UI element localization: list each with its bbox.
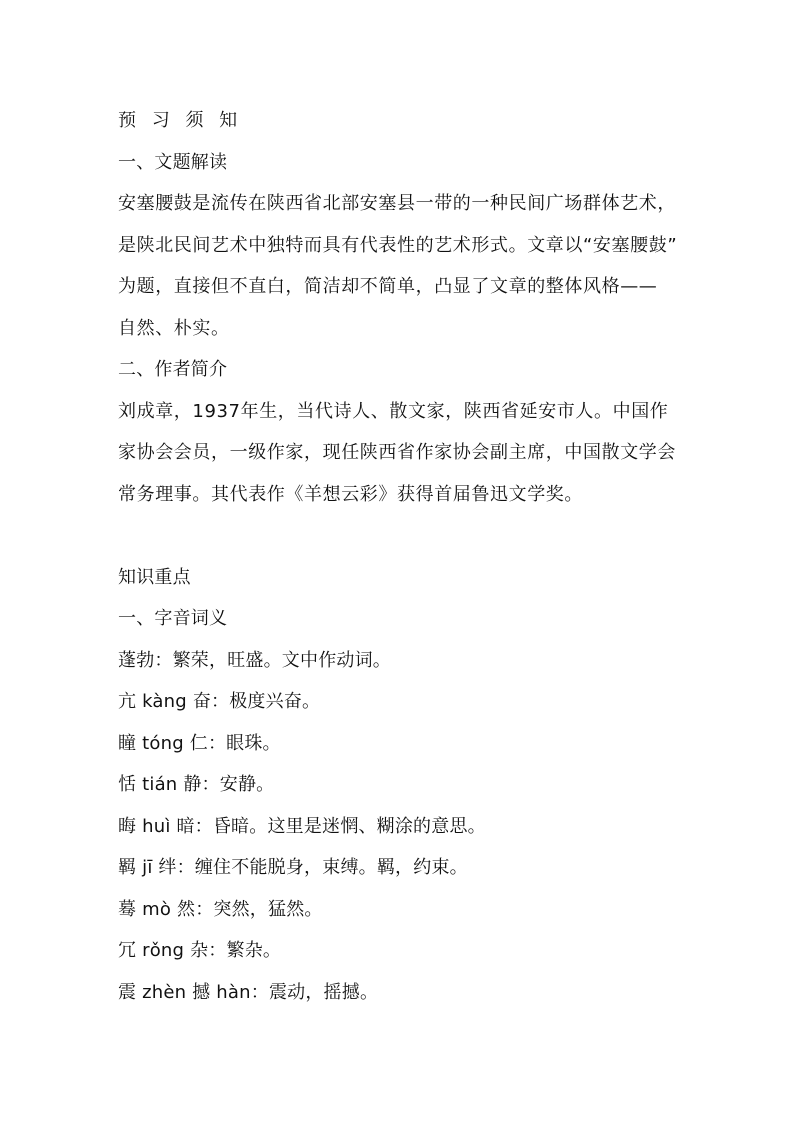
vocab-item: 亢 kàng 奋：极度兴奋。 bbox=[118, 691, 321, 712]
title-interpretation-paragraph bbox=[118, 183, 688, 349]
paragraph-line: 自然、朴实。 bbox=[118, 317, 230, 339]
knowledge-title: 知识重点 bbox=[118, 566, 191, 588]
vocabulary-list bbox=[118, 640, 688, 1014]
preview-title: 预 习 须 知 bbox=[118, 110, 243, 131]
paragraph-line: 刘成章，1937年生，当代诗人、散文家，陕西省延安市人。中国作 bbox=[118, 400, 669, 422]
vocab-item: 恬 tián 静：安静。 bbox=[118, 774, 275, 795]
vocab-item: 蓦 mò 然：突然，猛然。 bbox=[118, 898, 323, 920]
paragraph-line: 为题，直接但不直白，简洁却不简单，凸显了文章的整体风格—— bbox=[118, 276, 658, 297]
vocab-item: 冗 rǒng 杂：繁杂。 bbox=[118, 940, 282, 961]
document-page bbox=[118, 100, 688, 1013]
vocab-item: 蓬勃：繁荣，旺盛。文中作动词。 bbox=[118, 649, 391, 671]
author-intro-paragraph bbox=[118, 391, 688, 516]
vocab-item: 羁 jī 绊：缠住不能脱身，束缚。羁，约束。 bbox=[118, 857, 468, 878]
section-heading-author-intro: 二、作者简介 bbox=[118, 359, 228, 380]
paragraph-line: 家协会会员，一级作家，现任陕西省作家协会副主席，中国散文学会 bbox=[118, 442, 676, 463]
vocab-item: 瞳 tóng 仁：眼珠。 bbox=[118, 732, 281, 754]
paragraph-line: 是陕北民间艺术中独特而具有代表性的艺术形式。文章以“安塞腰鼓” bbox=[118, 234, 678, 256]
paragraph-line: 常务理事。其代表作《羊想云彩》获得首届鲁迅文学奖。 bbox=[118, 483, 583, 505]
paragraph-line: 安塞腰鼓是流传在陕西省北部安塞县一带的一种民间广场群体艺术， bbox=[118, 193, 676, 214]
vocab-item: 震 zhèn 撼 hàn：震动，摇撼。 bbox=[118, 981, 379, 1003]
blank-line bbox=[118, 515, 688, 557]
section-heading-title-interpretation: 一、文题解读 bbox=[118, 151, 228, 173]
section-heading-pronunciation: 一、字音词义 bbox=[118, 608, 228, 629]
vocab-item: 晦 huì 暗：昏暗。这里是迷惘、糊涂的意思。 bbox=[118, 815, 486, 837]
